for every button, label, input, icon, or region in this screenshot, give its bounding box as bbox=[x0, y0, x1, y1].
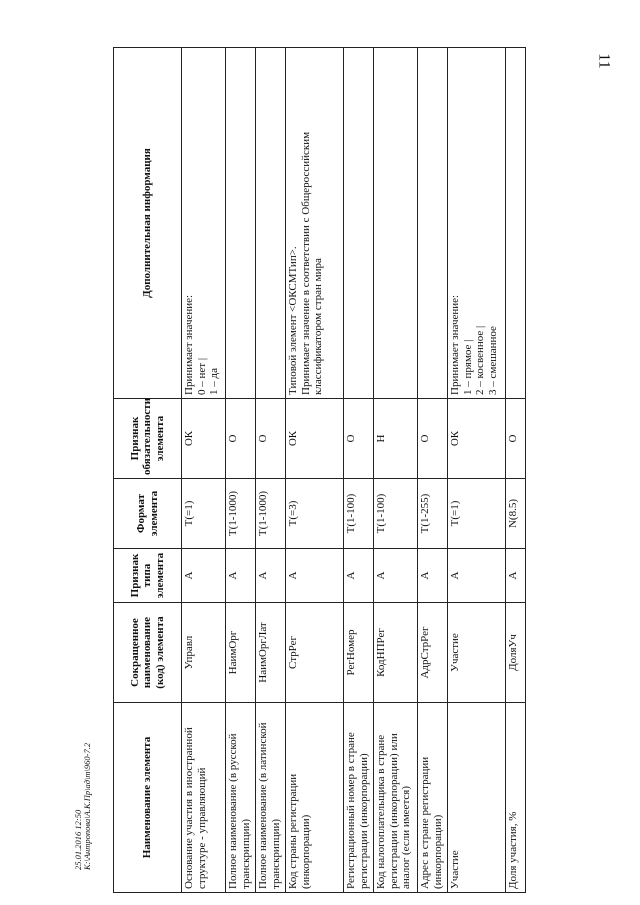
cell-format: T(1-100) bbox=[374, 479, 418, 549]
cell-format: T(=1) bbox=[448, 479, 506, 549]
cell-format: T(1-255) bbox=[418, 479, 448, 549]
cell-required: ОК bbox=[182, 399, 226, 479]
cell-name: Участие bbox=[448, 703, 506, 893]
cell-code: НаимОрг bbox=[226, 603, 256, 703]
cell-required: О bbox=[506, 399, 526, 479]
cell-required: ОК bbox=[286, 399, 344, 479]
table-row bbox=[182, 48, 226, 893]
cell-required: ОК bbox=[448, 399, 506, 479]
header-format: Формат элемента bbox=[114, 479, 182, 549]
cell-name: Код налогоплательщика в стране регистрации (инкорпорации) или аналог (если имеется) bbox=[374, 703, 418, 893]
cell-code: НаимОргЛат bbox=[256, 603, 286, 703]
cell-type: А bbox=[344, 549, 374, 603]
cell-required: О bbox=[256, 399, 286, 479]
cell-type: А bbox=[374, 549, 418, 603]
table-row bbox=[226, 48, 256, 893]
cell-type: А bbox=[286, 549, 344, 603]
cell-type: А bbox=[448, 549, 506, 603]
cell-type: А bbox=[418, 549, 448, 603]
cell-info bbox=[182, 48, 226, 399]
cell-code: Участие bbox=[448, 603, 506, 703]
cell-code: КодНПРег bbox=[374, 603, 418, 703]
element-table bbox=[113, 47, 526, 893]
cell-name: Регистрационный номер в стране регистрации (инкорпорации) bbox=[344, 703, 374, 893]
element-table-container bbox=[113, 48, 519, 893]
cell-info bbox=[448, 48, 506, 399]
table-row bbox=[344, 48, 374, 893]
cell-required: О bbox=[344, 399, 374, 479]
header-info: Дополнительная информация bbox=[114, 48, 182, 399]
cell-required: О bbox=[226, 399, 256, 479]
header-type: Признак типа элемента bbox=[114, 549, 182, 603]
table-header-row bbox=[114, 48, 182, 893]
cell-name: Код страны регистрации (инкорпорации) bbox=[286, 703, 344, 893]
header-name: Наименование элемента bbox=[114, 703, 182, 893]
cell-code: Управл bbox=[182, 603, 226, 703]
cell-code: СтрРег bbox=[286, 603, 344, 703]
cell-info-text: Принимает значение: 1 – прямое | 2 – косвенное | 3 – смешанное bbox=[449, 294, 499, 395]
table-row bbox=[418, 48, 448, 893]
cell-info bbox=[256, 48, 286, 399]
cell-name: Полное наименование (в русской транскрипции) bbox=[226, 703, 256, 893]
cell-name: Основание участия в иностранной структуре - управляющий bbox=[182, 703, 226, 893]
cell-info bbox=[374, 48, 418, 399]
table-row bbox=[448, 48, 506, 893]
footer-file-path: К:\Антропова\А.К.Пр\ад\т\960-7.2 bbox=[82, 742, 92, 870]
cell-format: N(8.5) bbox=[506, 479, 526, 549]
cell-name: Полное наименование (в латинской транскрипции) bbox=[256, 703, 286, 893]
cell-info bbox=[226, 48, 256, 399]
cell-format: T(=3) bbox=[286, 479, 344, 549]
cell-type: А bbox=[256, 549, 286, 603]
cell-format: T(1-1000) bbox=[226, 479, 256, 549]
cell-name: Адрес в стране регистрации (инкорпорации) bbox=[418, 703, 448, 893]
cell-type: А bbox=[182, 549, 226, 603]
header-code: Сокращенное наименование (код) элемента bbox=[114, 603, 182, 703]
cell-info bbox=[286, 48, 344, 399]
page-number: 11 bbox=[595, 53, 613, 69]
table-row bbox=[286, 48, 344, 893]
table-row bbox=[506, 48, 526, 893]
cell-required: Н bbox=[374, 399, 418, 479]
footer-timestamp: 25.01.2016 12:50 bbox=[73, 809, 83, 870]
cell-info-text: Принимает значение: 0 – нет | 1 – да bbox=[183, 294, 221, 395]
cell-format: T(1-1000) bbox=[256, 479, 286, 549]
cell-type: А bbox=[506, 549, 526, 603]
cell-info bbox=[344, 48, 374, 399]
cell-code: АдрСтрРег bbox=[418, 603, 448, 703]
cell-info bbox=[418, 48, 448, 399]
cell-info bbox=[506, 48, 526, 399]
table-row bbox=[256, 48, 286, 893]
cell-code: ДоляУч bbox=[506, 603, 526, 703]
cell-code: РегНомер bbox=[344, 603, 374, 703]
cell-info-text: Типовой элемент <ОКСМТип>. Принимает значение в соответствии с Общероссийским классификатором стран мира bbox=[287, 131, 325, 395]
cell-required: О bbox=[418, 399, 448, 479]
cell-format: T(=1) bbox=[182, 479, 226, 549]
cell-type: А bbox=[226, 549, 256, 603]
cell-name: Доля участия, % bbox=[506, 703, 526, 893]
table-row bbox=[374, 48, 418, 893]
header-required: Признак обязательности элемента bbox=[114, 399, 182, 479]
cell-format: T(1-100) bbox=[344, 479, 374, 549]
